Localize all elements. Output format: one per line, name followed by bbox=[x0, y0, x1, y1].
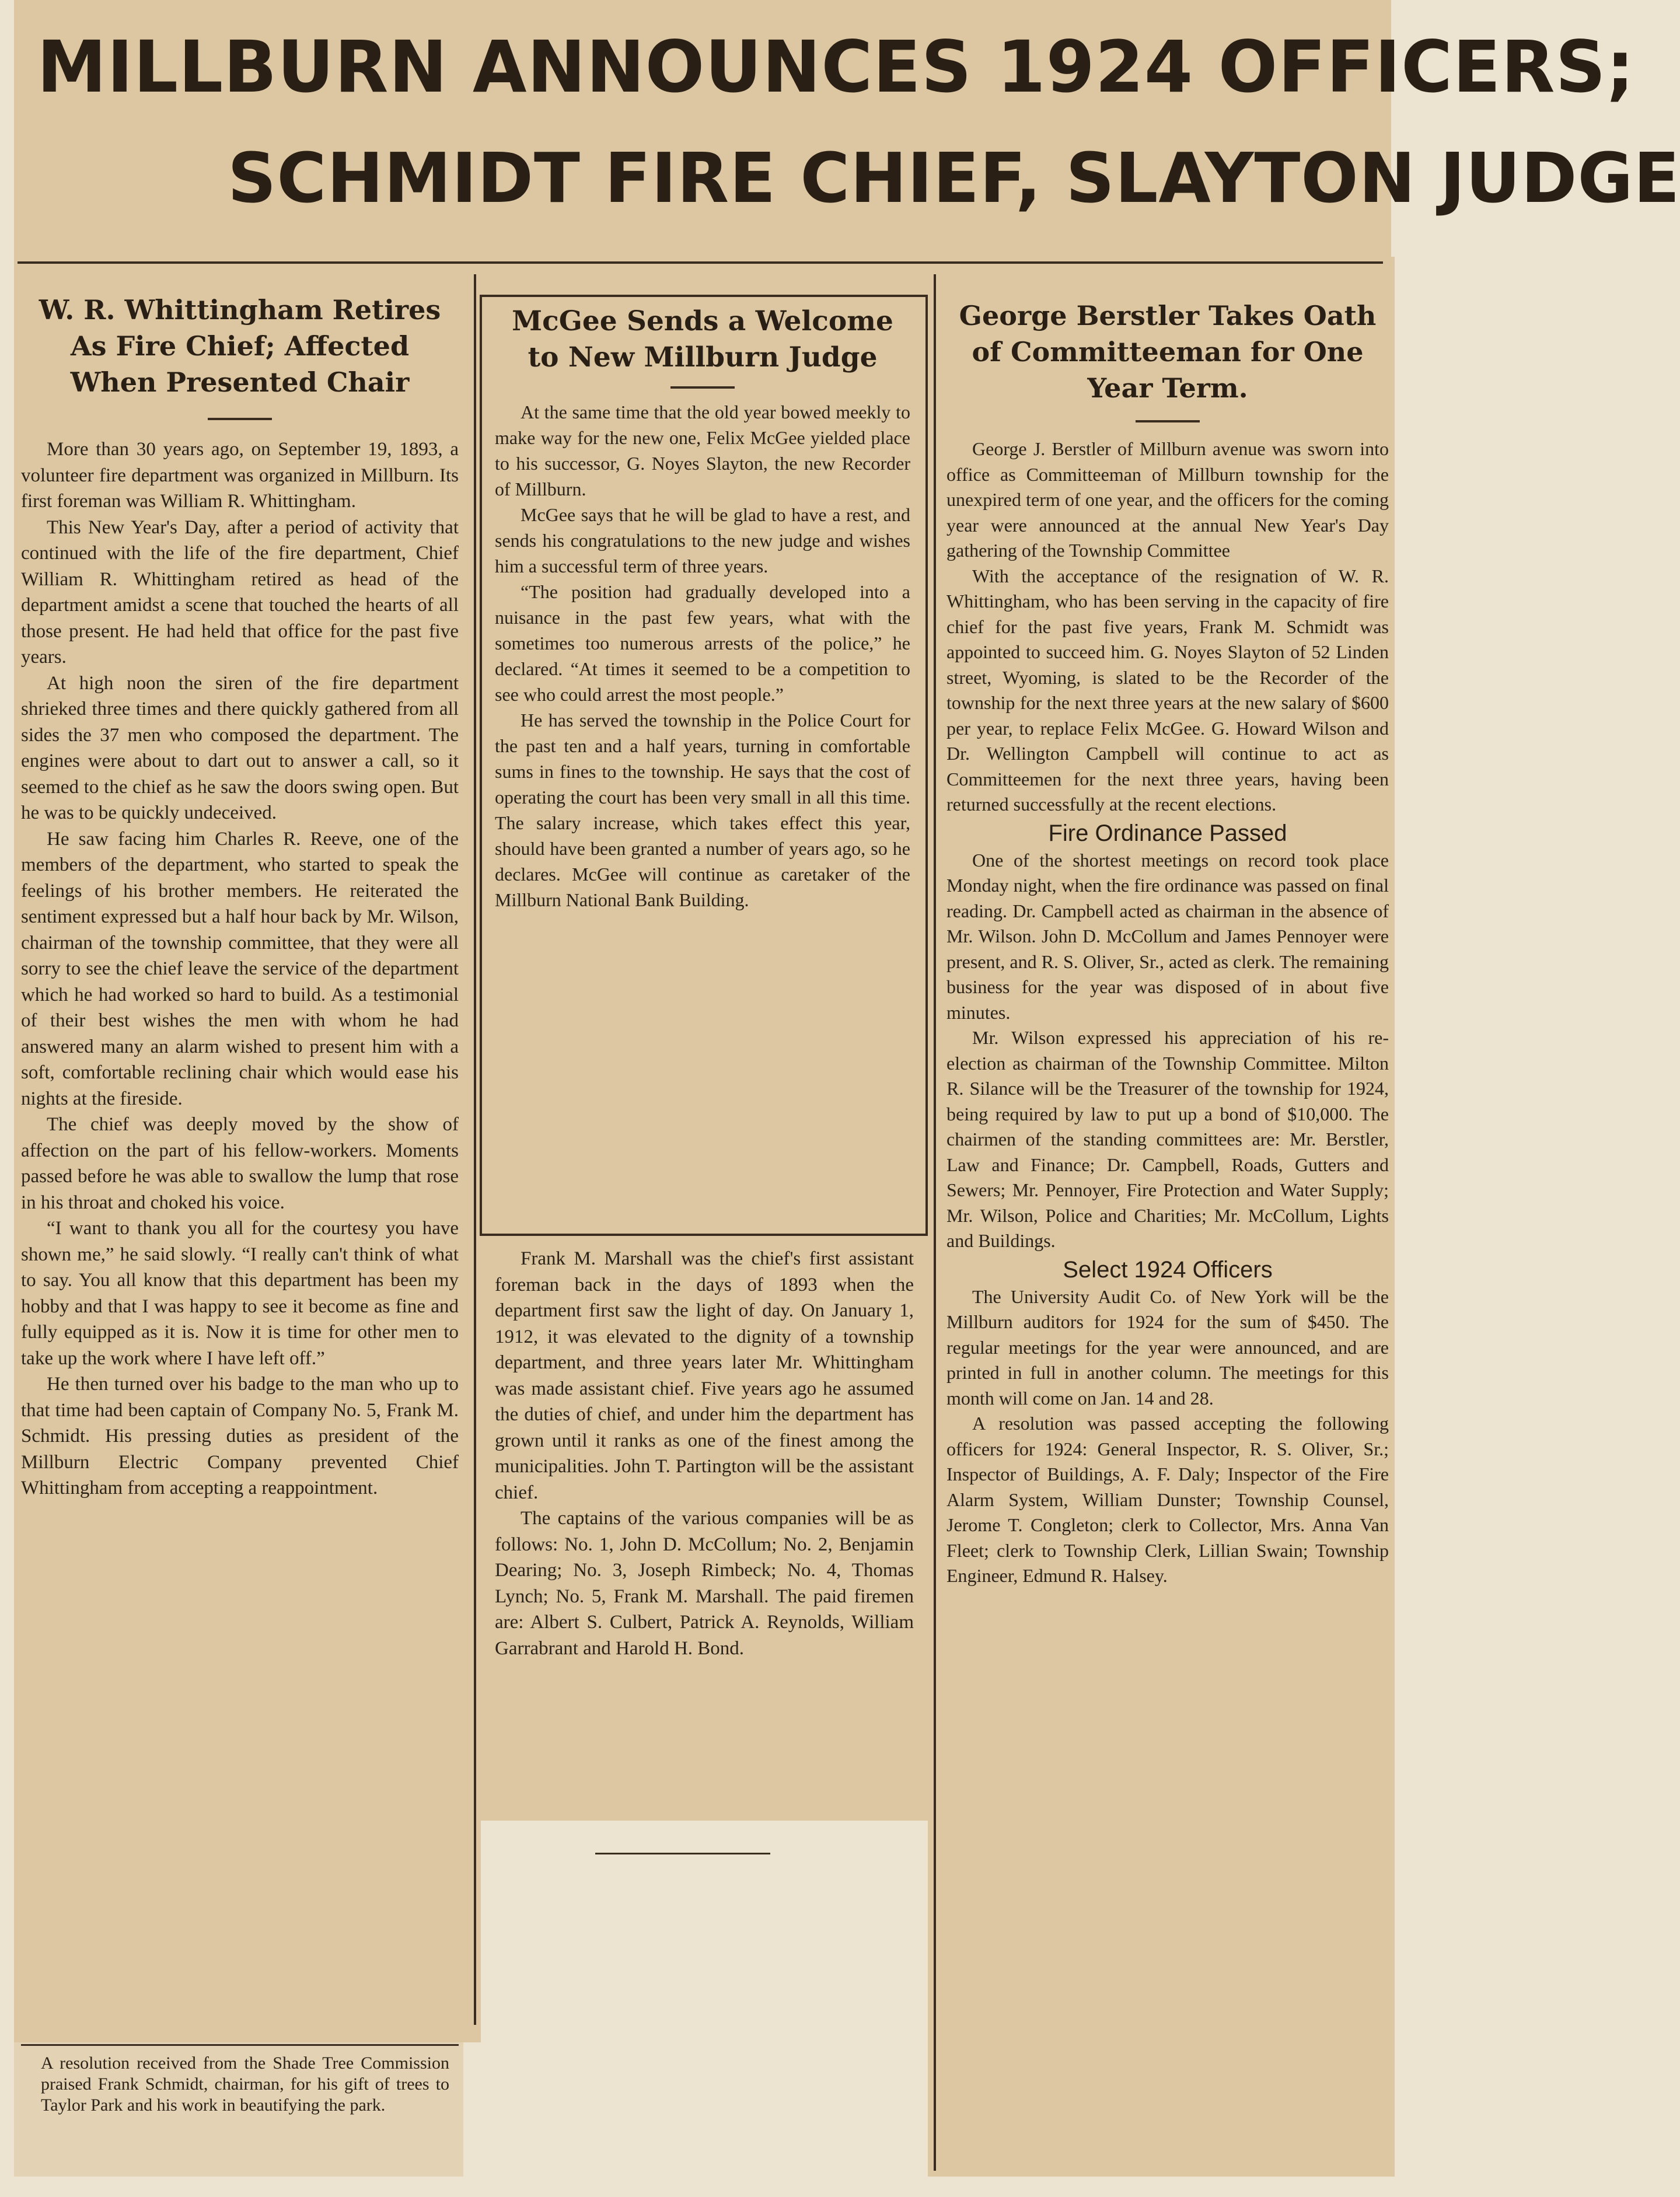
select-officers-subhead: Select 1924 Officers bbox=[1063, 1256, 1273, 1283]
paragraph: More than 30 years ago, on September 19, 1893, a volunteer fire department was organized in Millburn. Its first foreman was William R. Whittingham. bbox=[21, 439, 459, 512]
paragraph: Frank M. Marshall was the chief's first assistant foreman back in the days of 1893 when the department first saw the light of day. On January 1, 1912, it was elevated to the dignity of a township department, and three years later Mr. Whittingham was made assistant chief. Five years ago he assumed the duties of chief, and under him the department has grown until it ranks as one of the finest among the municipalities. John T. Partington will be the assistant chief. bbox=[495, 1248, 914, 1503]
paragraph: The University Audit Co. of New York will be the Millburn auditors for 1924 for the sum of $450. The regular meetings for the year were announced, and are printed in full in another column. The meetings for this month will come on Jan. 14 and 28. bbox=[946, 1286, 1389, 1409]
paragraph: He has served the township in the Police Court for the past ten and a half years, turning in comfortable sums in fines to the township. He says that the cost of operating the court has been very small in all this time. The salary increase, which takes effect this year, should have been granted a number of years ago, so he declares. McGee will continue as caretaker of the Millburn National Bank Building. bbox=[495, 710, 910, 910]
berstler-title bbox=[946, 298, 1389, 406]
paragraph: George J. Berstler of Millburn avenue was sworn into office as Committeeman of Millburn township for the unexpired term of one year, and the officers for the coming year were announced at the annual New Year's Day gathering of the Township Committee bbox=[946, 438, 1389, 561]
paragraph: With the acceptance of the resignation of W. R. Whittingham, who has been serving in the capacity of fire chief for the past five years, Frank M. Schmidt was appointed to succeed him. G. Noyes Slayton of 52 Linden street, Wyoming, is slated to be the Recorder of the township for the next three years at the new salary of $600 per year, to replace Felix McGee. G. Howard Wilson and Dr. Wellington Campbell will continue to act as Committeemen for the next three years, having been returned successfully at the recent elections. bbox=[946, 565, 1389, 815]
headline-line-1: MILLBURN ANNOUNCES 1924 OFFICERS; bbox=[37, 26, 1635, 109]
fire-ordinance-subhead: Fire Ordinance Passed bbox=[1048, 820, 1287, 846]
paragraph: This New Year's Day, after a period of activity that continued with the life of the fire department, Chief William R. Whittingham retired as head of the department amidst a scene that touched the hearts of all those present. He had held that office for the past five years. bbox=[21, 516, 459, 668]
paragraph: “I want to thank you all for the courtesy you have shown me,” he said slowly. “I really can't think of what to say. You all know that this department has been my hobby and that I was happy to see it become as fine and fully equipped as it is. Now it is time for other men to take up the work where I have left off.” bbox=[21, 1218, 459, 1369]
footnote-text: A resolution received from the Shade Tree Commission praised Frank Schmidt, chairman, for his gift of trees to Taylor Park and his work in beautifying the park. bbox=[41, 2053, 449, 2115]
separator-dash bbox=[1136, 420, 1200, 422]
mcgee-title-line-2: to New Millburn Judge bbox=[528, 341, 878, 373]
paragraph: One of the shortest meetings on record took place Monday night, when the fire ordinance was passed on final reading. Dr. Campbell acted as chairman in the absence of Mr. Wilson. John D. McCollum and James Pennoyer were present, and R. S. Oliver, Sr., acted as clerk. The remaining business for the year was disposed of in about five minutes. bbox=[946, 849, 1389, 1023]
headline-line-2: SCHMIDT FIRE CHIEF, SLAYTON JUDGE bbox=[228, 138, 1680, 218]
berstler-title-line-3: Year Term. bbox=[1087, 372, 1248, 404]
headline-bottom-rule bbox=[18, 261, 1383, 264]
separator-dash bbox=[670, 386, 735, 389]
whittingham-title-line-1: W. R. Whittingham Retires bbox=[39, 294, 441, 326]
paragraph: At the same time that the old year bowed meekly to make way for the new one, Felix McGee yielded place to his successor, G. Noyes Slayton, the new Recorder of Millburn. bbox=[495, 401, 910, 500]
article-berstler bbox=[946, 298, 1389, 1589]
footnote-shade-tree bbox=[41, 2053, 449, 2116]
paragraph: The captains of the various companies will be as follows: No. 1, John D. McCollum; No. 2, Benjamin Dearing; No. 3, Joseph Rimbeck; No. 4, Thomas Lynch; No. 5, Frank M. Marshall. The paid firemen are: Albert S. Culbert, Patrick A. Reynolds, William Garrabrant and Harold H. Bond. bbox=[495, 1508, 914, 1659]
paragraph: He saw facing him Charles R. Reeve, one of the members of the department, who started to speak the feelings of his brother members. He reiterated the sentiment expressed but a half hour back by Mr. Wilson, chairman of the township committee, that they were all sorry to see the chief leave the service of the department which he had worked so hard to build. As a testimonial of their best wishes the men with whom he had answered many an alarm wished to present him with a soft, comfortable reclining chair which would ease his nights at the fireside. bbox=[21, 828, 459, 1109]
whittingham-title-line-3: When Presented Chair bbox=[70, 366, 410, 398]
column-rule-1 bbox=[474, 274, 476, 2025]
column-end-rule bbox=[595, 1853, 770, 1854]
paragraph: He then turned over his badge to the man who up to that time had been captain of Company No. 5, Frank M. Schmidt. His pressing duties as president of the Millburn Electric Company prevented Chief Whittingham from accepting a reappointment. bbox=[21, 1374, 459, 1499]
whittingham-title-line-2: As Fire Chief; Affected bbox=[70, 330, 410, 362]
paragraph: “The position had gradually developed into a nuisance in the past few years, what with the sometimes too numerous arrests of the police,” he declared. “At times it seemed to be a competition to see who could arrest the most people.” bbox=[495, 581, 910, 705]
mcgee-title bbox=[495, 303, 910, 376]
article-whittingham bbox=[21, 292, 459, 1501]
paragraph: McGee says that he will be glad to have a rest, and sends his congratulations to the new judge and wishes him a successful term of three years. bbox=[495, 504, 910, 577]
column-rule-2 bbox=[934, 274, 936, 2171]
article-whittingham-continued bbox=[495, 1246, 914, 1661]
berstler-title-line-2: of Committeeman for One bbox=[972, 336, 1364, 368]
article-mcgee bbox=[495, 303, 910, 913]
separator-dash bbox=[208, 418, 272, 420]
paragraph: A resolution was passed accepting the following officers for 1924: General Inspector, R. S. Oliver, Sr.; Inspector of Buildings, A. F. Daly; Inspector of the Fire Alarm System, William Dunster; Township Counsel, Jerome T. Congleton; clerk to Collector, Mrs. Anna Van Fleet; clerk to Township Clerk, Lillian Swain; Township Engineer, Edmund R. Halsey. bbox=[946, 1413, 1389, 1586]
paragraph: The chief was deeply moved by the show of affection on the part of his fellow-workers. Moments passed before he was able to swallow the lump that rose in his throat and choked his voice. bbox=[21, 1114, 459, 1213]
whittingham-title bbox=[21, 292, 459, 400]
mcgee-title-line-1: McGee Sends a Welcome bbox=[512, 305, 893, 337]
berstler-title-line-1: George Berstler Takes Oath bbox=[959, 300, 1377, 331]
paragraph: At high noon the siren of the fire department shrieked three times and there quickly gathered from all sides the 37 men who composed the department. The engines were about to dart out to answer a call, so it seemed to the chief as he saw the doors swing open. But he was to be quickly undeceived. bbox=[21, 672, 459, 823]
footnote-rule bbox=[21, 2044, 459, 2046]
paragraph: Mr. Wilson expressed his appreciation of his re-election as chairman of the Township Committee. Milton R. Silance will be the Treasurer of the township for 1924, being required by law to put up a bond of $10,000. The chairmen of the standing committees are: Mr. Berstler, Law and Finance; Dr. Campbell, Roads, Gutters and Sewers; Mr. Pennoyer, Fire Protection and Water Supply; Mr. Wilson, Police and Charities; Mr. McCollum, Lights and Buildings. bbox=[946, 1027, 1389, 1251]
